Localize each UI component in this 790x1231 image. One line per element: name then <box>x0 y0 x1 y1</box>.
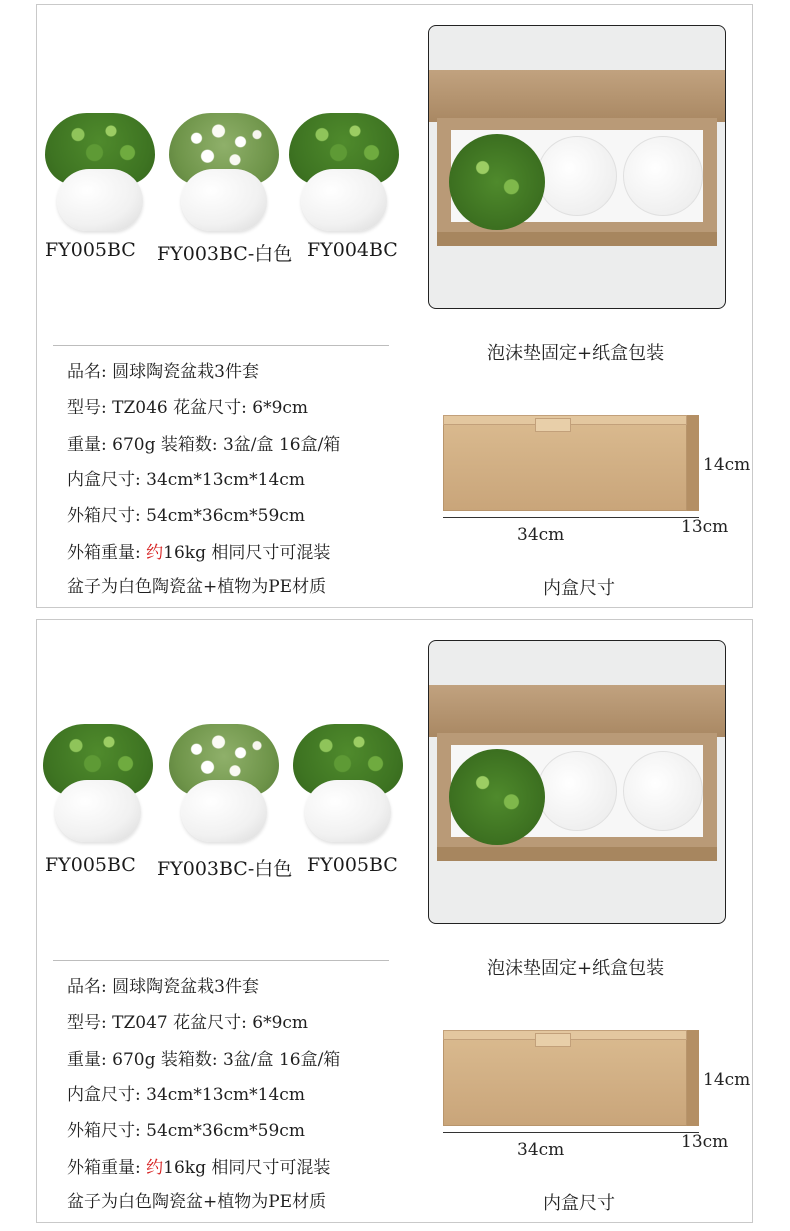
foam-slot <box>623 751 703 831</box>
product-panel-1 <box>36 4 753 608</box>
foam-slot <box>623 136 703 216</box>
plant-2 <box>165 113 283 233</box>
box-width: 13cm <box>681 1132 729 1152</box>
ceramic-pot <box>301 169 387 231</box>
spec-name: 品名: 圆球陶瓷盆栽3件套 <box>67 977 259 997</box>
ceramic-pot <box>57 169 143 231</box>
spec-model: 型号: TZ046 花盆尺寸: 6*9cm <box>67 398 309 418</box>
plant-code-3: FY004BC <box>307 239 398 261</box>
plant-code-1: FY005BC <box>45 239 136 261</box>
box-front <box>443 423 687 511</box>
product-panel-2 <box>36 619 753 1223</box>
divider <box>53 960 389 961</box>
spec-outer-weight <box>67 538 330 563</box>
outer-weight-label: 外箱重量: <box>67 1158 147 1178</box>
plant-1 <box>41 113 159 233</box>
box-tab <box>535 418 571 432</box>
box-edge <box>437 232 717 246</box>
box-side <box>687 415 699 511</box>
plant-code-1: FY005BC <box>45 854 136 876</box>
box-front <box>443 1038 687 1126</box>
spec-material: 盆子为白色陶瓷盆+植物为PE材质 <box>67 577 327 597</box>
box-lid <box>429 685 725 737</box>
outer-weight-approx: 约 <box>146 543 164 563</box>
packed-plant <box>449 749 545 845</box>
ceramic-pot <box>181 169 267 231</box>
spec-name: 品名: 圆球陶瓷盆栽3件套 <box>67 362 259 382</box>
spec-inner-box: 内盒尺寸: 34cm*13cm*14cm <box>67 470 305 490</box>
outer-weight-approx: 约 <box>146 1158 164 1178</box>
box-lid <box>429 70 725 122</box>
plant-code-2: FY003BC-白色 <box>157 243 293 265</box>
box-height: 14cm <box>703 455 751 475</box>
outer-weight-value: 16kg 相同尺寸可混装 <box>163 543 331 563</box>
length-line <box>443 1132 699 1133</box>
box-length: 34cm <box>517 525 565 545</box>
plant-code-2: FY003BC-白色 <box>157 858 293 880</box>
ceramic-pot <box>55 780 141 842</box>
spec-inner-box: 内盒尺寸: 34cm*13cm*14cm <box>67 1085 305 1105</box>
spec-material: 盆子为白色陶瓷盆+植物为PE材质 <box>67 1192 327 1212</box>
spec-model: 型号: TZ047 花盆尺寸: 6*9cm <box>67 1013 309 1033</box>
ceramic-pot <box>305 780 391 842</box>
plant-3 <box>289 724 407 844</box>
box-height: 14cm <box>703 1070 751 1090</box>
box-width: 13cm <box>681 517 729 537</box>
photo-caption: 泡沫垫固定+纸盒包装 <box>487 343 665 364</box>
outer-weight-value: 16kg 相同尺寸可混装 <box>163 1158 331 1178</box>
box-tab <box>535 1033 571 1047</box>
box-caption: 内盒尺寸 <box>543 1193 615 1214</box>
foam-slot <box>537 136 617 216</box>
box-length: 34cm <box>517 1140 565 1160</box>
ceramic-pot <box>181 780 267 842</box>
plant-1 <box>39 724 157 844</box>
length-line <box>443 517 699 518</box>
box-edge <box>437 847 717 861</box>
photo-caption: 泡沫垫固定+纸盒包装 <box>487 958 665 979</box>
spec-outer-weight <box>67 1153 330 1178</box>
spec-outer-box: 外箱尺寸: 54cm*36cm*59cm <box>67 506 305 526</box>
spec-weight: 重量: 670g 装箱数: 3盆/盒 16盒/箱 <box>67 435 341 455</box>
inner-box-diagram <box>443 415 703 515</box>
outer-weight-label: 外箱重量: <box>67 543 147 563</box>
plant-3 <box>285 113 403 233</box>
packed-plant <box>449 134 545 230</box>
plant-2 <box>165 724 283 844</box>
packaging-photo <box>428 640 726 924</box>
box-side <box>687 1030 699 1126</box>
box-caption: 内盒尺寸 <box>543 578 615 599</box>
foam-slot <box>537 751 617 831</box>
plant-code-3: FY005BC <box>307 854 398 876</box>
spec-outer-box: 外箱尺寸: 54cm*36cm*59cm <box>67 1121 305 1141</box>
divider <box>53 345 389 346</box>
packaging-photo <box>428 25 726 309</box>
inner-box-diagram <box>443 1030 703 1130</box>
spec-weight: 重量: 670g 装箱数: 3盆/盒 16盒/箱 <box>67 1050 341 1070</box>
